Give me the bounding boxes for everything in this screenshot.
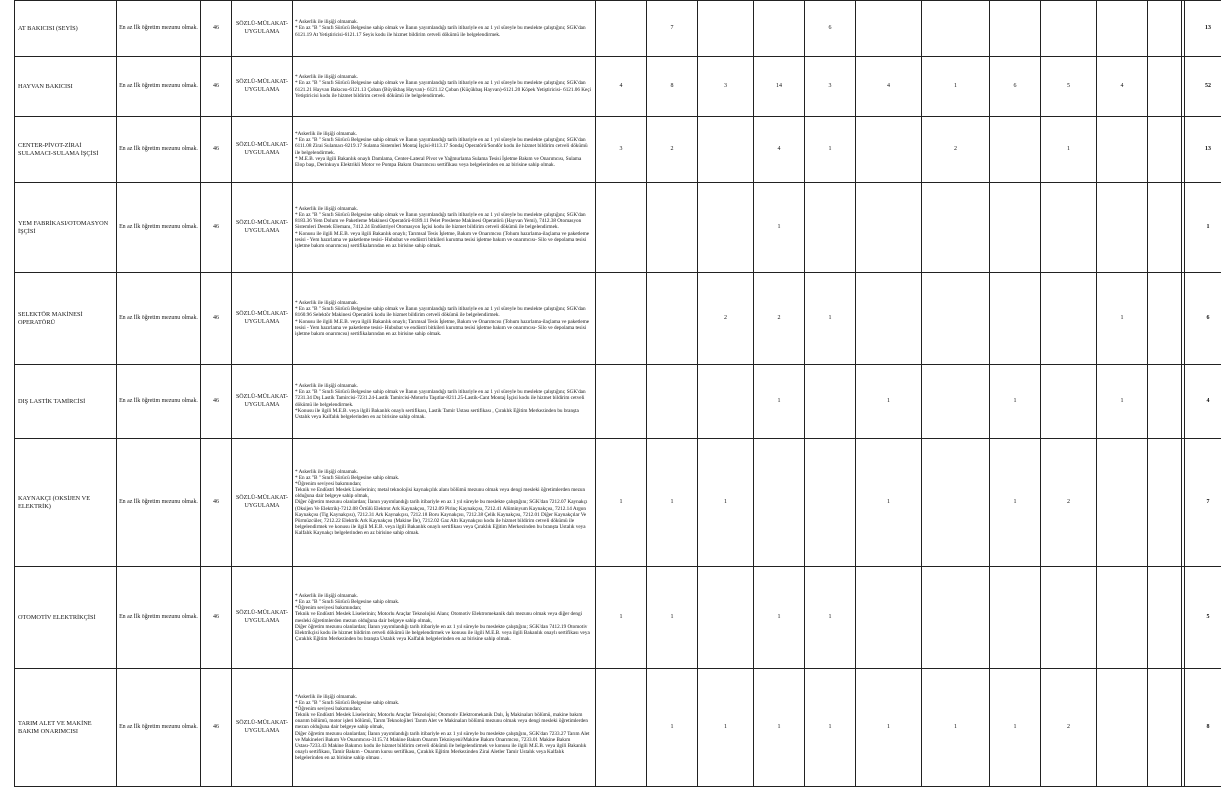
count-cell (596, 273, 647, 365)
count-cell: 2 (922, 117, 990, 183)
count-cell: 7 (647, 1, 698, 57)
count-cell (856, 117, 922, 183)
count-cell (922, 183, 990, 273)
code-cell: 46 (201, 567, 232, 669)
code-cell: 46 (201, 365, 232, 439)
count-cell: 1 (856, 439, 922, 567)
total-cell: 4 (1182, 365, 1221, 439)
count-cell (1148, 57, 1182, 117)
job-title-cell: AT BAKICISI (SEYİS) (15, 1, 117, 57)
exam-method-cell: SÖZLÜ-MÜLAKAT-UYGULAMA (232, 273, 293, 365)
table-row (15, 439, 1221, 567)
table-row (15, 669, 1221, 787)
job-title-cell: KAYNAKÇI (OKSİJEN VE ELEKTRİK) (15, 439, 117, 567)
total-cell: 5 (1182, 567, 1221, 669)
education-cell: En az İlk öğretim mezunu olmak. (117, 273, 201, 365)
count-cell (922, 439, 990, 567)
count-cell: 14 (754, 57, 805, 117)
count-cell (647, 183, 698, 273)
count-cell (990, 1, 1041, 57)
count-cell (698, 365, 754, 439)
requirements-cell: * Askerlik ile ilişiği olmamak. * En az "B " Sınıfı Sürücü Belgesine sahip olmak ve İlanın yayımlandığı tarih itibariyle en az 1 yıl süreyle bu meslekte çalıştığını; SGK'dan 6121.19 At Yetiştiricisi-6121.17 Seyis kodu ile hizmet bildirim cetveli dökümü ile belgelendirmek. (293, 1, 596, 57)
count-cell (1041, 567, 1097, 669)
table-row (15, 1, 1221, 57)
count-cell (1097, 183, 1148, 273)
count-cell (1041, 365, 1097, 439)
count-cell: 1 (754, 669, 805, 787)
count-cell (698, 183, 754, 273)
count-cell: 5 (1041, 57, 1097, 117)
count-cell (922, 273, 990, 365)
count-cell: 3 (698, 57, 754, 117)
count-cell: 1 (805, 117, 856, 183)
count-cell: 4 (754, 117, 805, 183)
job-title-cell: SELEKTÖR MAKİNESİ OPERATÖRÜ (15, 273, 117, 365)
count-cell (856, 567, 922, 669)
education-cell: En az İlk öğretim mezunu olmak. (117, 567, 201, 669)
count-cell (1097, 439, 1148, 567)
total-cell: 13 (1182, 117, 1221, 183)
count-cell (1148, 567, 1182, 669)
requirements-cell: *Askerlik ile ilişiği olmamak. * En az "B " Sınıfı Sürücü Belgesine sahip olmak. *Öğrenim seviyesi bakımından; Teknik ve Endüstri Meslek Liselerinin; Motorlu Araçlar Teknolojisi; Otomotiv Elektromekanik Dalı, İş Makinaları bölümü, makine bakım onarım bölümü, motor işleri bölümü, Tarım Teknolojileri Tarım Alet ve Makinaları bölümü mezunu olmak veya dengi mesleki öğretimlerden mezun olduğuna dair belgeye sahip olmak, Diğer öğretim mezunu olanlardan; İlanın yayımlandığı tarih itibariyle en az 1 yıl süreyle bu meslekte çalıştığını, SGK'dan 7233.27 Tarım Alet ve Makineleri Bakım Ve Onarımcısı-3115.74 Makine Bakım Onarım Teknisyeni/Makine Bakım Onarımcısı, 7233.01 Makine Bakım Ustası-7233.43 Makine Bakımcı kodu ile hizmet bildirim cetveli dökümü ile belgelendirmek ve konusu ile ilgili M.E.B. veya ilgili Bakanlık onaylı sertifikası, Tamir Bakım - Onarım kursu sertifikası, Çıraklık Eğitim Merkezinden Zirai Aletler Tamir Ustalık veya Kalfalık belgelerinden en az birisine sahip olması . (293, 669, 596, 787)
count-cell: 1 (990, 365, 1041, 439)
count-cell: 1 (596, 567, 647, 669)
count-cell: 4 (856, 57, 922, 117)
code-cell: 46 (201, 273, 232, 365)
count-cell: 3 (596, 117, 647, 183)
code-cell: 46 (201, 117, 232, 183)
education-cell: En az İlk öğretim mezunu olmak. (117, 1, 201, 57)
count-cell (856, 183, 922, 273)
count-cell (596, 669, 647, 787)
job-title-cell: TARIM ALET VE MAKİNE BAKIM ONARIMCISI (15, 669, 117, 787)
table-row (15, 117, 1221, 183)
count-cell (856, 1, 922, 57)
count-cell: 1 (698, 439, 754, 567)
total-cell: 7 (1182, 439, 1221, 567)
count-cell (922, 365, 990, 439)
count-cell (1148, 273, 1182, 365)
count-cell: 1 (805, 567, 856, 669)
count-cell (805, 183, 856, 273)
count-cell: 1 (596, 439, 647, 567)
count-cell (596, 1, 647, 57)
count-cell (1041, 1, 1097, 57)
count-cell: 1 (647, 439, 698, 567)
exam-method-cell: SÖZLÜ-MÜLAKAT-UYGULAMA (232, 365, 293, 439)
count-cell (1041, 183, 1097, 273)
count-cell: 2 (698, 273, 754, 365)
count-cell (1041, 273, 1097, 365)
count-cell: 1 (754, 183, 805, 273)
total-cell: 6 (1182, 273, 1221, 365)
requirements-cell: *Askerlik ile ilişiği olmamak. * En az "B " Sınıfı Sürücü Belgesine sahip olmak ve İlanın yayımlandığı tarih itibariyle en az 1 yıl süreyle bu meslekte çalıştığını; SGK'dan 6111.08 Zirai Sulamacı-8219.17 Sulama Sistemleri Montaj İşçisi-8113.17 Sondaj Operatörü/Sondör kodu ile hizmet bildirim cetveli dökümü ile belgelendirmek. * M.E.B. veya ilgili Bakanlık onaylı Damlama, Center-Lateral Pivot ve Yağmurlama Sulama Tesisi İşletme Bakım ve Onarımcısı, Sulama Elop başı, Derinkuyu Elektrikli Motor ve Pompa Bakım Onarımcısı sertifikası veya belgelerinden en az birisine sahip olmak. (293, 117, 596, 183)
count-cell (1148, 183, 1182, 273)
total-cell: 52 (1182, 57, 1221, 117)
requirements-cell: * Askerlik ile ilişiği olmamak. * En az "B " Sınıfı Sürücü Belgesine sahip olmak ve İlanın yayımlandığı tarih itibariyle en az 1 yıl süreyle bu meslekte çalıştığını; SGK'dan 8160.96 Selektör Makinesi Operatörü kodu ile hizmet bildirim cetveli dökümü ile belgelendirmek. * Konusu ile ilgili M.E.B. veya ilgili Bakanlık onaylı; Tarımsal Tesis İşletme, Bakım ve Onarımcısı (Tohum hazırlama-ilaçlama ve paketleme tesisi - Yem hazırlama ve paketleme tesisi- Hububat ve endüstri bitkileri kurutma tesisi işletme bakım ve onarımcısı- Silo ve depolama tesisi işletme bakım onarımcısı) sertifikalarından en az birisine sahip olmak. (293, 273, 596, 365)
count-cell (1148, 439, 1182, 567)
count-cell (596, 365, 647, 439)
count-cell (647, 273, 698, 365)
exam-method-cell: SÖZLÜ-MÜLAKAT-UYGULAMA (232, 669, 293, 787)
exam-method-cell: SÖZLÜ-MÜLAKAT-UYGULAMA (232, 439, 293, 567)
count-cell: 6 (990, 57, 1041, 117)
job-title-cell: DIŞ LASTİK TAMİRCİSİ (15, 365, 117, 439)
education-cell: En az İlk öğretim mezunu olmak. (117, 57, 201, 117)
count-cell: 8 (647, 57, 698, 117)
count-cell: 6 (805, 1, 856, 57)
count-cell (805, 365, 856, 439)
job-title-cell: YEM FABRİKASI/OTOMASYON İŞÇİSİ (15, 183, 117, 273)
count-cell: 1 (698, 669, 754, 787)
page-border (1184, 0, 1185, 786)
count-cell: 1 (990, 439, 1041, 567)
code-cell: 46 (201, 183, 232, 273)
job-title-cell: HAYVAN BAKICISI (15, 57, 117, 117)
job-title-cell: OTOMOTİV ELEKTRİKÇİSİ (15, 567, 117, 669)
count-cell: 1 (1097, 365, 1148, 439)
count-cell (698, 567, 754, 669)
count-cell (922, 567, 990, 669)
total-cell: 8 (1182, 669, 1221, 787)
count-cell: 1 (754, 365, 805, 439)
count-cell (698, 1, 754, 57)
count-cell: 1 (990, 669, 1041, 787)
count-cell (698, 117, 754, 183)
exam-method-cell: SÖZLÜ-MÜLAKAT-UYGULAMA (232, 57, 293, 117)
requirements-cell: * Askerlik ile ilişiği olmamak. * En az "B " Sınıfı Sürücü Belgesine sahip olmak. *Öğrenim seviyesi bakımından; Teknik ve Endüstri Meslek Liselerinin; Motorlu Araçlar Teknolojisi Alanı; Otomotiv Elektromekanik dalı mezunu olmak veya diğer dengi mesleki öğretimlerden mezun olduğuna dair belgeye sahip olmak, Diğer öğretim mezunu olanlardan; İlanın yayımlandığı tarih itibariyle en az 1 yıl süreyle bu meslekte çalıştığını; SGK'dan 7412.19 Otomotiv Elektrikçisi kodu ile hizmet bildirim cetveli dökümü ile belgelendirmek ve konusu ile ilgili M.E.B. veya ilgili Bakanlık onaylı sertifikası veya Çıraklık Eğitim Merkezinden bu branşta Ustalık veya Kalfalık belgelerinden en az birisine sahip olmak. (293, 567, 596, 669)
count-cell: 1 (754, 567, 805, 669)
exam-method-cell: SÖZLÜ-MÜLAKAT-UYGULAMA (232, 1, 293, 57)
count-cell: 4 (596, 57, 647, 117)
count-cell (805, 439, 856, 567)
job-title-cell: CENTER-PİVOT-ZİRAİ SULAMACI-SULAMA İŞÇİSİ (15, 117, 117, 183)
count-cell (1148, 365, 1182, 439)
count-cell: 1 (1097, 273, 1148, 365)
education-cell: En az İlk öğretim mezunu olmak. (117, 183, 201, 273)
job-listing-table (14, 0, 1221, 787)
count-cell (647, 365, 698, 439)
count-cell (1148, 669, 1182, 787)
count-cell: 1 (922, 57, 990, 117)
requirements-cell: * Askerlik ile ilişiği olmamak. * En az "B " Sınıfı Sürücü Belgesine sahip olmak ve İlanın yayımlandığı tarih itibariyle en az 1 yıl süreyle bu meslekte çalıştığını; SGK'dan 7231.34 Dış Lastik Tamircisi-7231.24-Lastik Tamircisi-Motorlu Taşıtlar-8211.25-Lastik-Cant Montaj İşçisi kodu ile hizmet bildirim cetveli dökümü ile belgelendirmek. *Konusu ile ilgili M.E.B. veya ilgili Bakanlık onaylı sertifikası, Lastik Tamir Ustası sertifikası , Çıraklık Eğitim Merkezinden bu branşta Ustalık veya Kalfalık belgelerinden en az birisine sahip olmak. (293, 365, 596, 439)
education-cell: En az İlk öğretim mezunu olmak. (117, 365, 201, 439)
count-cell (754, 1, 805, 57)
table-row (15, 57, 1221, 117)
education-cell: En az İlk öğretim mezunu olmak. (117, 117, 201, 183)
code-cell: 46 (201, 1, 232, 57)
count-cell (922, 1, 990, 57)
code-cell: 46 (201, 439, 232, 567)
count-cell (990, 273, 1041, 365)
education-cell: En az İlk öğretim mezunu olmak. (117, 439, 201, 567)
table-row (15, 567, 1221, 669)
table-row (15, 365, 1221, 439)
count-cell: 1 (805, 669, 856, 787)
count-cell: 1 (856, 365, 922, 439)
count-cell (1148, 117, 1182, 183)
exam-method-cell: SÖZLÜ-MÜLAKAT-UYGULAMA (232, 567, 293, 669)
education-cell: En az İlk öğretim mezunu olmak. (117, 669, 201, 787)
exam-method-cell: SÖZLÜ-MÜLAKAT-UYGULAMA (232, 117, 293, 183)
requirements-cell: * Askerlik ile ilişiği olmamak. * En az "B " Sınıfı Sürücü Belgesine sahip olmak ve İlanın yayımlandığı tarih itibariyle en az 1 yıl süreyle bu meslekte çalıştığını; SGK'dan 8183.36 Yem Dolum ve Paketleme Makinesi Operatörü-8189.11 Pelet Presleme Makinesi Operatörü (Hayvan Yemi), 7412.38 Otomasyon Sistemleri Destek Elemanı, 7412.24 Endüstriyel Otomasyon İşçisi kodu ile hizmet bildirim cetveli dökümü ile belgelendirmek. * Konusu ile ilgili M.E.B. veya ilgili Bakanlık onaylı; Tarımsal Tesis İşletme, Bakım ve Onarımcısı (Tohum hazırlama-ilaçlama ve paketleme tesisi - Yem hazırlama ve paketleme tesisi- Hububat ve endüstri bitkileri kurutma tesisi işletme bakım ve onarımcısı- Silo ve depolama tesisi işletme bakım onarımcısı) sertifikalarından en az birisine sahip olmak. (293, 183, 596, 273)
count-cell: 2 (647, 117, 698, 183)
count-cell: 3 (805, 57, 856, 117)
count-cell (990, 183, 1041, 273)
table-row (15, 273, 1221, 365)
count-cell (1097, 1, 1148, 57)
total-cell: 1 (1182, 183, 1221, 273)
count-cell: 1 (856, 669, 922, 787)
requirements-cell: * Askerlik ile ilişiği olmamak. * En az "B " Sınıfı Sürücü Belgesine sahip olmak ve İlanın yayımlandığı tarih itibariyle en az 1 yıl süreyle bu meslekte çalıştığını; SGK'dan 6121.21 Hayvan Bakıcısı-6121.13 Çoban (Büyükbaş Hayvan)- 6121.12 Çoban (Küçükbaş Hayvan)-6121.20 Köpek Yetiştiricisi- 6121.06 Keçi Yetiştiricisi kodu ile hizmet bildirim cetveli dökümü ile belgelendirmek. (293, 57, 596, 117)
count-cell: 2 (754, 273, 805, 365)
count-cell: 1 (805, 273, 856, 365)
count-cell (1097, 567, 1148, 669)
count-cell: 4 (1097, 57, 1148, 117)
count-cell: 2 (1041, 439, 1097, 567)
count-cell (754, 439, 805, 567)
count-cell (596, 183, 647, 273)
count-cell: 1 (1041, 117, 1097, 183)
count-cell (1097, 117, 1148, 183)
count-cell (856, 273, 922, 365)
count-cell (1097, 669, 1148, 787)
count-cell: 2 (1041, 669, 1097, 787)
code-cell: 46 (201, 669, 232, 787)
code-cell: 46 (201, 57, 232, 117)
exam-method-cell: SÖZLÜ-MÜLAKAT-UYGULAMA (232, 183, 293, 273)
count-cell: 1 (647, 669, 698, 787)
count-cell (990, 567, 1041, 669)
requirements-cell: * Askerlik ile ilişiği olmamak. * En az "B " Sınıfı Sürücü Belgesine sahip olmak. *Öğrenim seviyesi bakımından; Teknik ve Endüstri Meslek Liselerinin; metal teknolojisi kaynakçılık alanı bölümü mezunu olmak veya dengi mesleki öğretimlerden mezun olduğuna dair belgeye sahip olmak, Diğer öğretim mezunu olanlardan; İlanın yayımlandığı tarih itibariyle en az 1 yıl süreyle bu meslekte çalıştığını; SGK'dan 7212.07 Kaynakçı (Oksijen Ve Elektrik)-7212.08 Örtülü Elektrot Ark Kaynakçısı, 7212.09 Pirinç Kaynakçısı, 7212.41 Alüminyum Kaynakçısı, 7212.14 Argon Kaynakçısı (Tig Kaynakçısı), 7212.31 Ark Kaynakçısı, 7212.18 Boru Kaynakçısı, 7212.38 Çelik Kaynakçısı, 7212.01 Diğer Kaynakçılar Ve Pürmüzcüler, 7212.22 Elektrik Ark Kaynakçısı (Makine İle), 7212.02 Gaz Altı Kaynakçısı kodu ile hizmet bildirim cetveli dökümü ile belgelendirmek ve konusu ile ilgili M.E.B. veya ilgili Bakanlık onaylı sertifikası veya Çıraklık Eğitim Merkezinden bu branşta Ustalık veya Kalfalık Kaynakçı belgelerinden en az birisine sahip olmak. (293, 439, 596, 567)
count-cell (1148, 1, 1182, 57)
count-cell: 1 (922, 669, 990, 787)
count-cell: 1 (647, 567, 698, 669)
table-row (15, 183, 1221, 273)
count-cell (990, 117, 1041, 183)
total-cell: 13 (1182, 1, 1221, 57)
